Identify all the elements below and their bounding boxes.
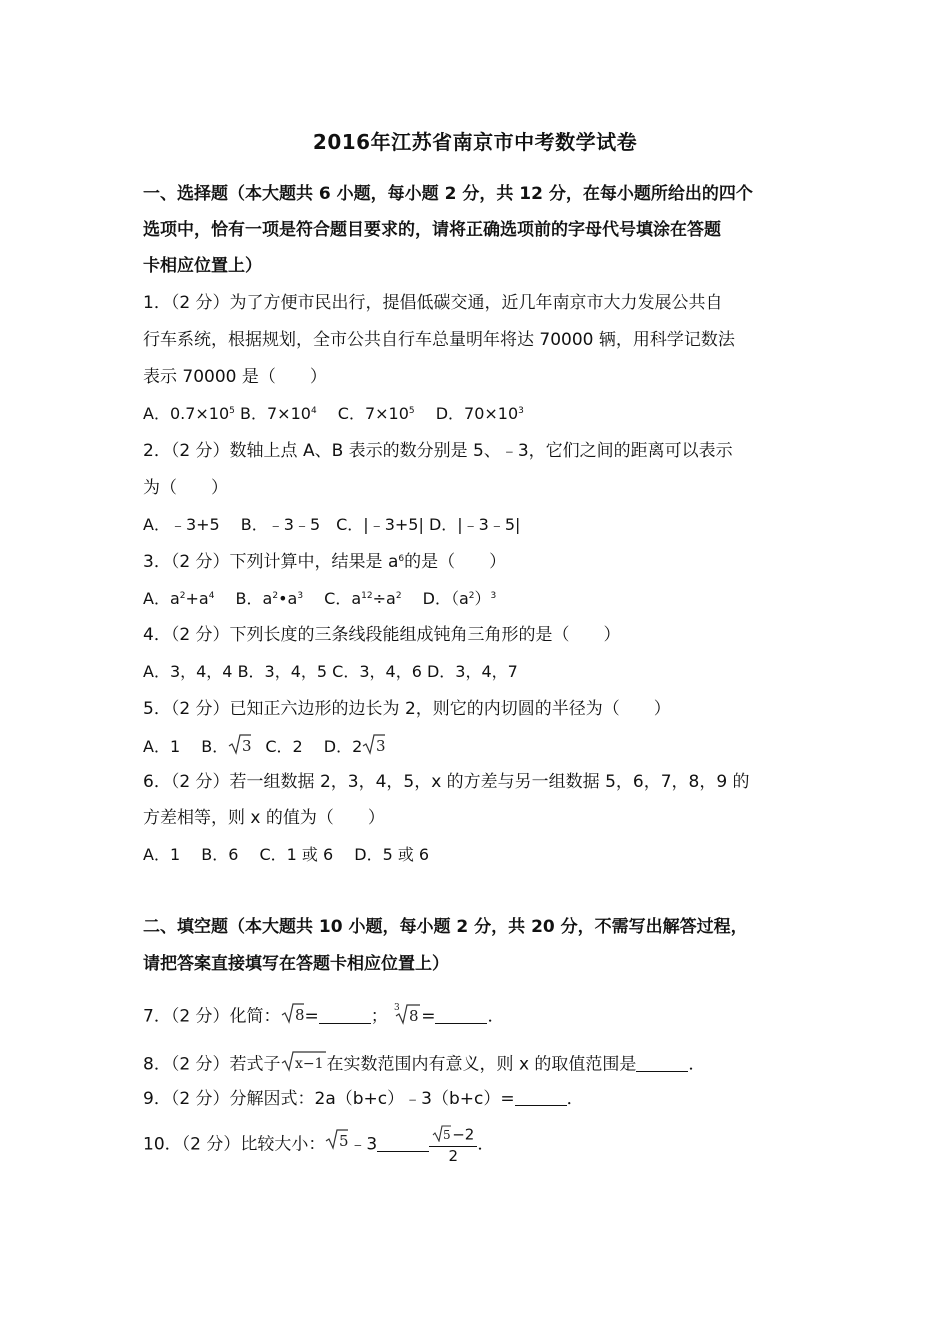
q1-line3: 表示 70000 是（ ）	[143, 367, 327, 387]
section1-header-line3: 卡相应位置上）	[143, 256, 262, 276]
q7-line: 7．（2 分）化简： 8 = ； 3 8 = ．	[143, 1001, 813, 1032]
answer-blank[interactable]	[319, 1007, 371, 1024]
sqrt-3-radical	[362, 733, 386, 762]
q4-line1: 4．（2 分）下列长度的三条线段能组成钝角三角形的是（ ）	[143, 625, 621, 645]
sqrt-3-radical	[228, 733, 252, 762]
answer-blank[interactable]	[636, 1055, 688, 1072]
q3-options	[143, 587, 813, 611]
svg-text:3: 3	[242, 737, 252, 755]
q3-option-d: D．$(a^2)^3$	[422, 589, 497, 608]
svg-text:3: 3	[376, 737, 386, 755]
q1-option-a: A．$0.7\times 10^5$	[143, 404, 235, 423]
q1-line1: 1．（2 分）为了方便市民出行，提倡低碳交通，近几年南京市大力发展公共自	[143, 293, 723, 313]
answer-blank[interactable]	[515, 1089, 567, 1106]
q6-line2: 方差相等，则 x 的值为（ ）	[143, 808, 385, 828]
q1-option-b: B．$7\times 10^4$	[240, 404, 317, 423]
svg-text:8: 8	[294, 1006, 305, 1024]
q2-line2: 为（ ）	[143, 478, 228, 498]
answer-blank[interactable]	[377, 1135, 429, 1152]
svg-text:8: 8	[409, 1007, 419, 1025]
q2-options: A．﹣3+5 B．﹣3﹣5 C．|﹣3+5| D．|﹣3﹣5|	[143, 515, 521, 534]
section2-header-line1: 二、填空题（本大题共 10 小题，每小题 2 分，共 20 分，不需写出解答过程，	[143, 917, 748, 937]
q4-options: A．3，4，4 B．3，4，5 C．3，4，6 D．3，4，7	[143, 662, 518, 681]
svg-text:5: 5	[339, 1131, 349, 1150]
svg-text:5: 5	[443, 1128, 451, 1142]
q3-option-a: A．$a^2+a^4$	[143, 589, 215, 608]
q1-options	[143, 402, 813, 426]
sqrt-5-radical	[325, 1125, 349, 1165]
fraction-sqrt5-minus2-over-2: 5 −2 2	[429, 1124, 477, 1165]
q6-line1: 6．（2 分）若一组数据 2，3，4，5，x 的方差与另一组数据 5，6，7，8，9 的	[143, 772, 750, 792]
section1-header-line2: 选项中，恰有一项是符合题目要求的，请将正确选项前的字母代号填涂在答题	[143, 220, 721, 240]
q5-options: A．1 B． 3 C．2 D．2 3	[143, 733, 813, 762]
q1-line2: 行车系统，根据规划，全市公共自行车总量明年将达 70000 辆，用科学记数法	[143, 330, 735, 350]
q10-line: 10．（2 分）比较大小： 5 ﹣3 5 −2 2 ．	[143, 1125, 495, 1165]
cube-root-8-radical	[393, 1001, 421, 1032]
q5-line1: 5．（2 分）已知正六边形的边长为 2，则它的内切圆的半径为（ ）	[143, 699, 671, 719]
svg-text:x−1: x−1	[294, 1056, 324, 1072]
q6-options: A．1 B．6 C．1 或 6 D．5 或 6	[143, 845, 430, 864]
answer-blank[interactable]	[435, 1007, 487, 1024]
sqrt-x-minus-1-radical	[281, 1050, 327, 1079]
q1-option-d: D．$70\times 10^3$	[435, 404, 524, 423]
q9-line: 9．（2 分）分解因式：2a（b+c）﹣3（b+c）= ．	[143, 1089, 584, 1109]
section1-header-line1: 一、选择题（本大题共 6 小题，每小题 2 分，共 12 分，在每小题所给出的四个	[143, 184, 753, 204]
q8-line: 8．（2 分）若式子 x−1 在实数范围内有意义，则 x 的取值范围是 ．	[143, 1050, 813, 1079]
q3-option-b: B．$a^2•a^3$	[235, 589, 304, 608]
sqrt-8-radical	[281, 1002, 305, 1031]
q3-line1: 3．（2 分）下列计算中，结果是 $a^6$的是（ ）	[143, 552, 507, 572]
q3-option-c: C．$a^{12}\div a^2$	[324, 589, 402, 608]
svg-text:3: 3	[394, 1003, 400, 1013]
section2-header-line2: 请把答案直接填写在答题卡相应位置上）	[143, 954, 449, 974]
page-title: 2016年江苏省南京市中考数学试卷	[312, 130, 638, 154]
q1-option-c: C．$7\times 10^5$	[337, 404, 415, 423]
q2-line1: 2．（2 分）数轴上点 A、B 表示的数分别是 5、﹣3，它们之间的距离可以表示	[143, 441, 733, 461]
